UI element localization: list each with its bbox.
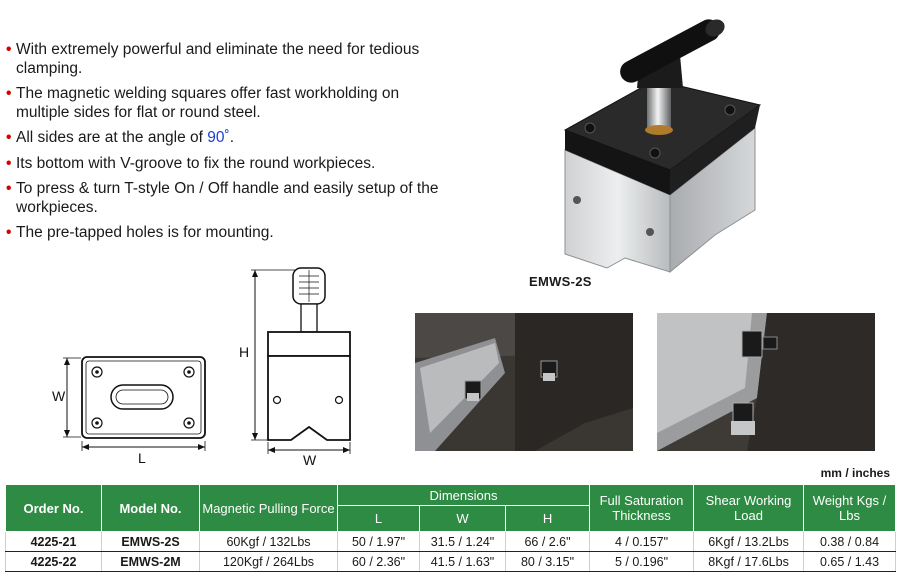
feature-list	[6, 40, 446, 248]
feature-item	[6, 128, 446, 147]
cell-force: 60Kgf / 132Lbs	[200, 532, 338, 552]
cell-saturation: 5 / 0.196"	[590, 552, 694, 572]
application-photo-1	[415, 313, 633, 451]
header-order-no: Order No.	[6, 485, 102, 532]
product-caption: EMWS-2S	[529, 274, 592, 289]
header-dimensions: Dimensions	[338, 485, 590, 506]
cell-model: EMWS-2S	[102, 532, 200, 552]
cell-h: 80 / 3.15"	[506, 552, 590, 572]
length-label: L	[138, 450, 146, 465]
feature-text-end: .	[229, 129, 235, 146]
feature-text: The pre-tapped holes is for mounting.	[16, 224, 274, 241]
product-image	[555, 10, 765, 285]
cell-shear: 8Kgf / 17.6Lbs	[694, 552, 804, 572]
cell-shear: 6Kgf / 13.2Lbs	[694, 532, 804, 552]
cell-weight: 0.38 / 0.84	[804, 532, 896, 552]
feature-item	[6, 179, 446, 217]
feature-text: All sides are at the angle of	[16, 129, 208, 146]
cell-order: 4225-21	[6, 532, 102, 552]
cell-saturation: 4 / 0.157"	[590, 532, 694, 552]
header-saturation: Full Saturation Thickness	[590, 485, 694, 532]
bullet-icon: •	[6, 85, 12, 102]
cell-w: 31.5 / 1.24"	[420, 532, 506, 552]
bullet-icon: •	[6, 180, 12, 197]
cell-l: 60 / 2.36"	[338, 552, 420, 572]
top-view-drawing	[45, 345, 225, 465]
cell-l: 50 / 1.97"	[338, 532, 420, 552]
bullet-icon: •	[6, 224, 12, 241]
side-view-drawing	[235, 262, 365, 467]
units-note: mm / inches	[820, 466, 890, 480]
table-row	[6, 532, 896, 552]
cell-weight: 0.65 / 1.43	[804, 552, 896, 572]
header-shear: Shear Working Load	[694, 485, 804, 532]
side-width-label: W	[303, 452, 317, 467]
angle-highlight: 90˚	[207, 129, 230, 146]
bullet-icon: •	[6, 41, 12, 58]
feature-text: With extremely powerful and eliminate the need for tedious clamping.	[16, 41, 420, 77]
feature-item	[6, 84, 446, 122]
header-model-no: Model No.	[102, 485, 200, 532]
feature-item	[6, 40, 446, 78]
cell-force: 120Kgf / 264Lbs	[200, 552, 338, 572]
application-photo-2	[657, 313, 875, 451]
cell-w: 41.5 / 1.63"	[420, 552, 506, 572]
feature-item	[6, 154, 446, 173]
header-dim-l: L	[338, 506, 420, 532]
table-row	[6, 552, 896, 572]
height-label: H	[239, 344, 250, 360]
cell-h: 66 / 2.6"	[506, 532, 590, 552]
bullet-icon: •	[6, 155, 12, 172]
header-dim-w: W	[420, 506, 506, 532]
cell-model: EMWS-2M	[102, 552, 200, 572]
feature-item	[6, 223, 446, 242]
header-pulling-force: Magnetic Pulling Force	[200, 485, 338, 532]
spec-table	[5, 484, 896, 572]
feature-text: Its bottom with V-groove to fix the round workpieces.	[16, 155, 376, 172]
feature-text: To press & turn T-style On / Off handle and easily setup of the workpieces.	[16, 180, 439, 216]
width-label: W	[52, 388, 66, 404]
bullet-icon: •	[6, 129, 12, 146]
header-weight: Weight Kgs / Lbs	[804, 485, 896, 532]
header-dim-h: H	[506, 506, 590, 532]
cell-order: 4225-22	[6, 552, 102, 572]
feature-text: The magnetic welding squares offer fast workholding on multiple sides for flat or round steel.	[16, 85, 400, 121]
